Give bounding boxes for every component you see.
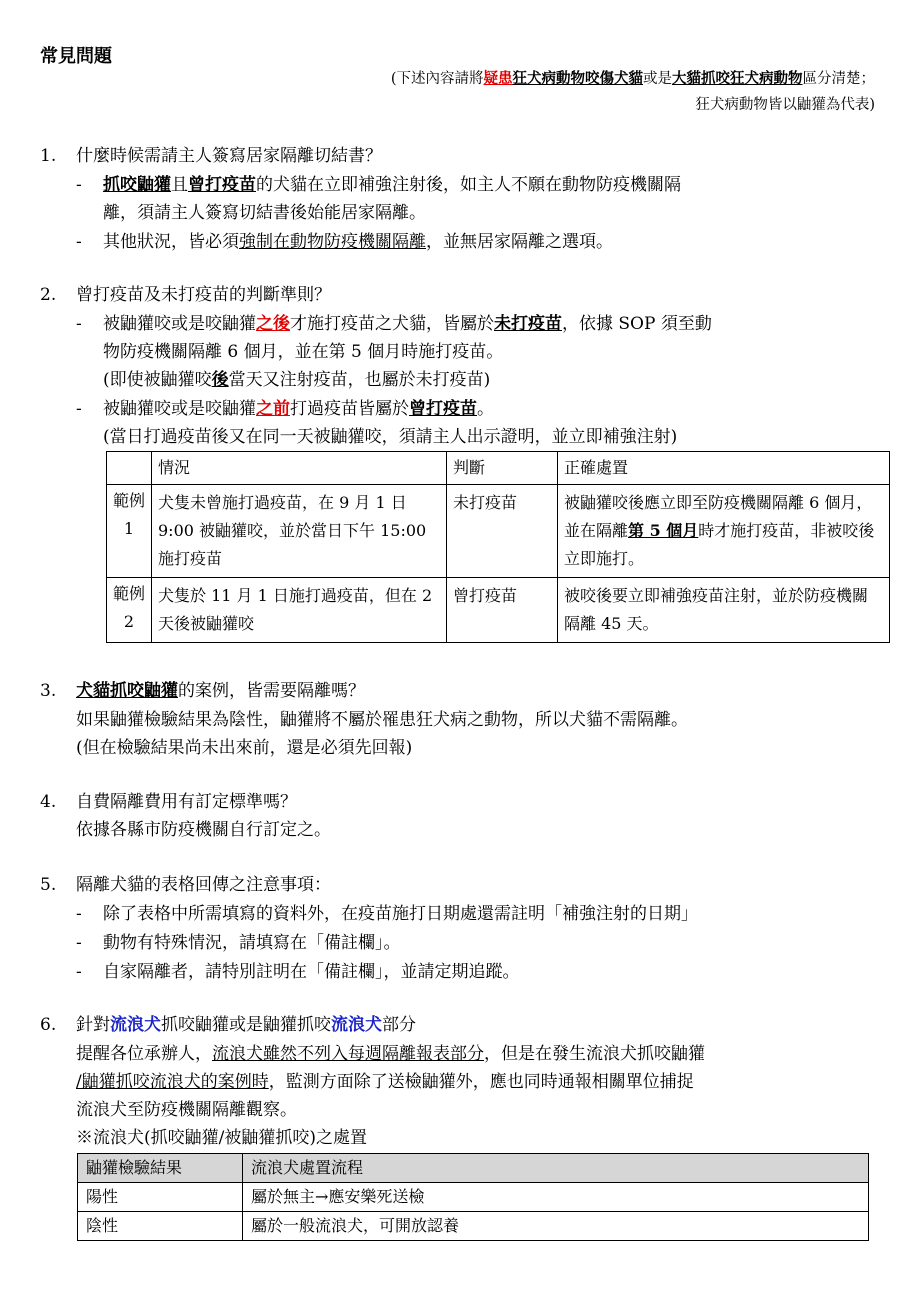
bullet-dash: -: [76, 175, 82, 195]
bullet-text: 其他狀況，皆必須強制在動物防疫機關隔離，並無居家隔離之選項。: [103, 232, 613, 252]
bullet-text-note: (當日打過疫苗後又在同一天被鼬獾咬，須請主人出示證明，並立即補強注射): [103, 427, 678, 447]
table-row: 陰性 屬於一般流浪犬，可開放認養: [78, 1212, 869, 1241]
stray-dog-table: [77, 1153, 869, 1241]
example-table: [106, 451, 890, 643]
table-row: 範例2 犬隻於 11 月 1 日施打過疫苗，但在 2 天後被鼬獾咬 曾打疫苗 被咬後要立即補強疫苗注射，並於防疫機關隔離 45 天。: [107, 578, 890, 643]
bullet-text-note: (即使被鼬獾咬後當天又注射疫苗，也屬於未打疫苗): [103, 370, 491, 390]
faq-answer: /鼬獾抓咬流浪犬的案例時，監測方面除了送檢鼬獾外，應也同時通報相關單位捕捉: [76, 1072, 694, 1092]
table-caption: ※流浪犬(抓咬鼬獾/被鼬獾抓咬)之處置: [76, 1128, 367, 1148]
faq-answer: 提醒各位承辦人，流浪犬雖然不列入每週隔離報表部分，但是在發生流浪犬抓咬鼬獾: [76, 1044, 705, 1064]
bullet-text: 自家隔離者，請特別註明在「備註欄」，並請定期追蹤。: [103, 962, 520, 982]
faq-answer: 依據各縣市防疫機關自行訂定之。: [76, 820, 331, 840]
note-red-text: 疑患: [483, 70, 513, 87]
bullet-dash: -: [76, 399, 82, 419]
table-header-row: 鼬獾檢驗結果 流浪犬處置流程: [78, 1154, 869, 1183]
faq-answer: 如果鼬獾檢驗結果為陰性，鼬獾將不屬於罹患狂犬病之動物，所以犬貓不需隔離。: [76, 710, 688, 730]
faq-answer: (但在檢驗結果尚未出來前，還是必須先回報): [76, 738, 413, 758]
faq-question: 5. 隔離犬貓的表格回傳之注意事項：: [40, 875, 331, 895]
bullet-text: 抓咬鼬獾且曾打疫苗的犬貓在立即補強注射後，如主人不願在動物防疫機關隔: [103, 175, 681, 195]
bullet-dash: -: [76, 232, 82, 252]
page-title: 常見問題: [40, 46, 112, 67]
bullet-dash: -: [76, 933, 82, 953]
table-row: 陽性 屬於無主→應安樂死送檢: [78, 1183, 869, 1212]
faq-question: 1. 什麼時候需請主人簽寫居家隔離切結書？: [40, 146, 382, 166]
bullet-dash: -: [76, 962, 82, 982]
faq-question: 4. 自費隔離費用有訂定標準嗎？: [40, 792, 297, 812]
faq-question: 3. 犬貓抓咬鼬獾的案例，皆需要隔離嗎？: [40, 681, 365, 701]
bullet-text: 被鼬獾咬或是咬鼬獾之後才施打疫苗之犬貓，皆屬於未打疫苗，依據 SOP 須至動: [103, 314, 712, 334]
note-line-2: 狂犬病動物皆以鼬獾為代表): [695, 97, 875, 113]
bullet-text: 動物有特殊情況，請填寫在「備註欄」。: [103, 933, 401, 953]
bullet-text-cont: 物防疫機關隔離 6 個月，並在第 5 個月時施打疫苗。: [103, 342, 504, 362]
bullet-text: 被鼬獾咬或是咬鼬獾之前打過疫苗皆屬於曾打疫苗。: [103, 399, 494, 419]
note-line-1: (下述內容請將疑患狂犬病動物咬傷犬貓或是大貓抓咬狂犬病動物區分清楚；: [390, 70, 875, 87]
faq-question: 6. 針對流浪犬抓咬鼬獾或是鼬獾抓咬流浪犬部分: [40, 1015, 416, 1035]
faq-question: 2. 曾打疫苗及未打疫苗的判斷準則？: [40, 285, 331, 305]
bullet-dash: -: [76, 314, 82, 334]
bullet-dash: -: [76, 904, 82, 924]
header-note: [391, 66, 875, 118]
bullet-text: 除了表格中所需填寫的資料外，在疫苗施打日期處還需註明「補強注射的日期」: [103, 904, 698, 924]
table-header-row: 情況 判斷 正確處置: [107, 452, 890, 485]
bullet-text-cont: 離，須請主人簽寫切結書後始能居家隔離。: [103, 203, 426, 223]
faq-answer: 流浪犬至防疫機關隔離觀察。: [76, 1100, 297, 1120]
table-row: 範例1 犬隻未曾施打過疫苗，在 9 月 1 日 9:00 被鼬獾咬，並於當日下午 15:00 施打疫苗 未打疫苗 被鼬獾咬後應立即至防疫機關隔離 6 個月，並在隔離第 5 個月時才施打疫苗，非被咬後立即施打。: [107, 485, 890, 578]
